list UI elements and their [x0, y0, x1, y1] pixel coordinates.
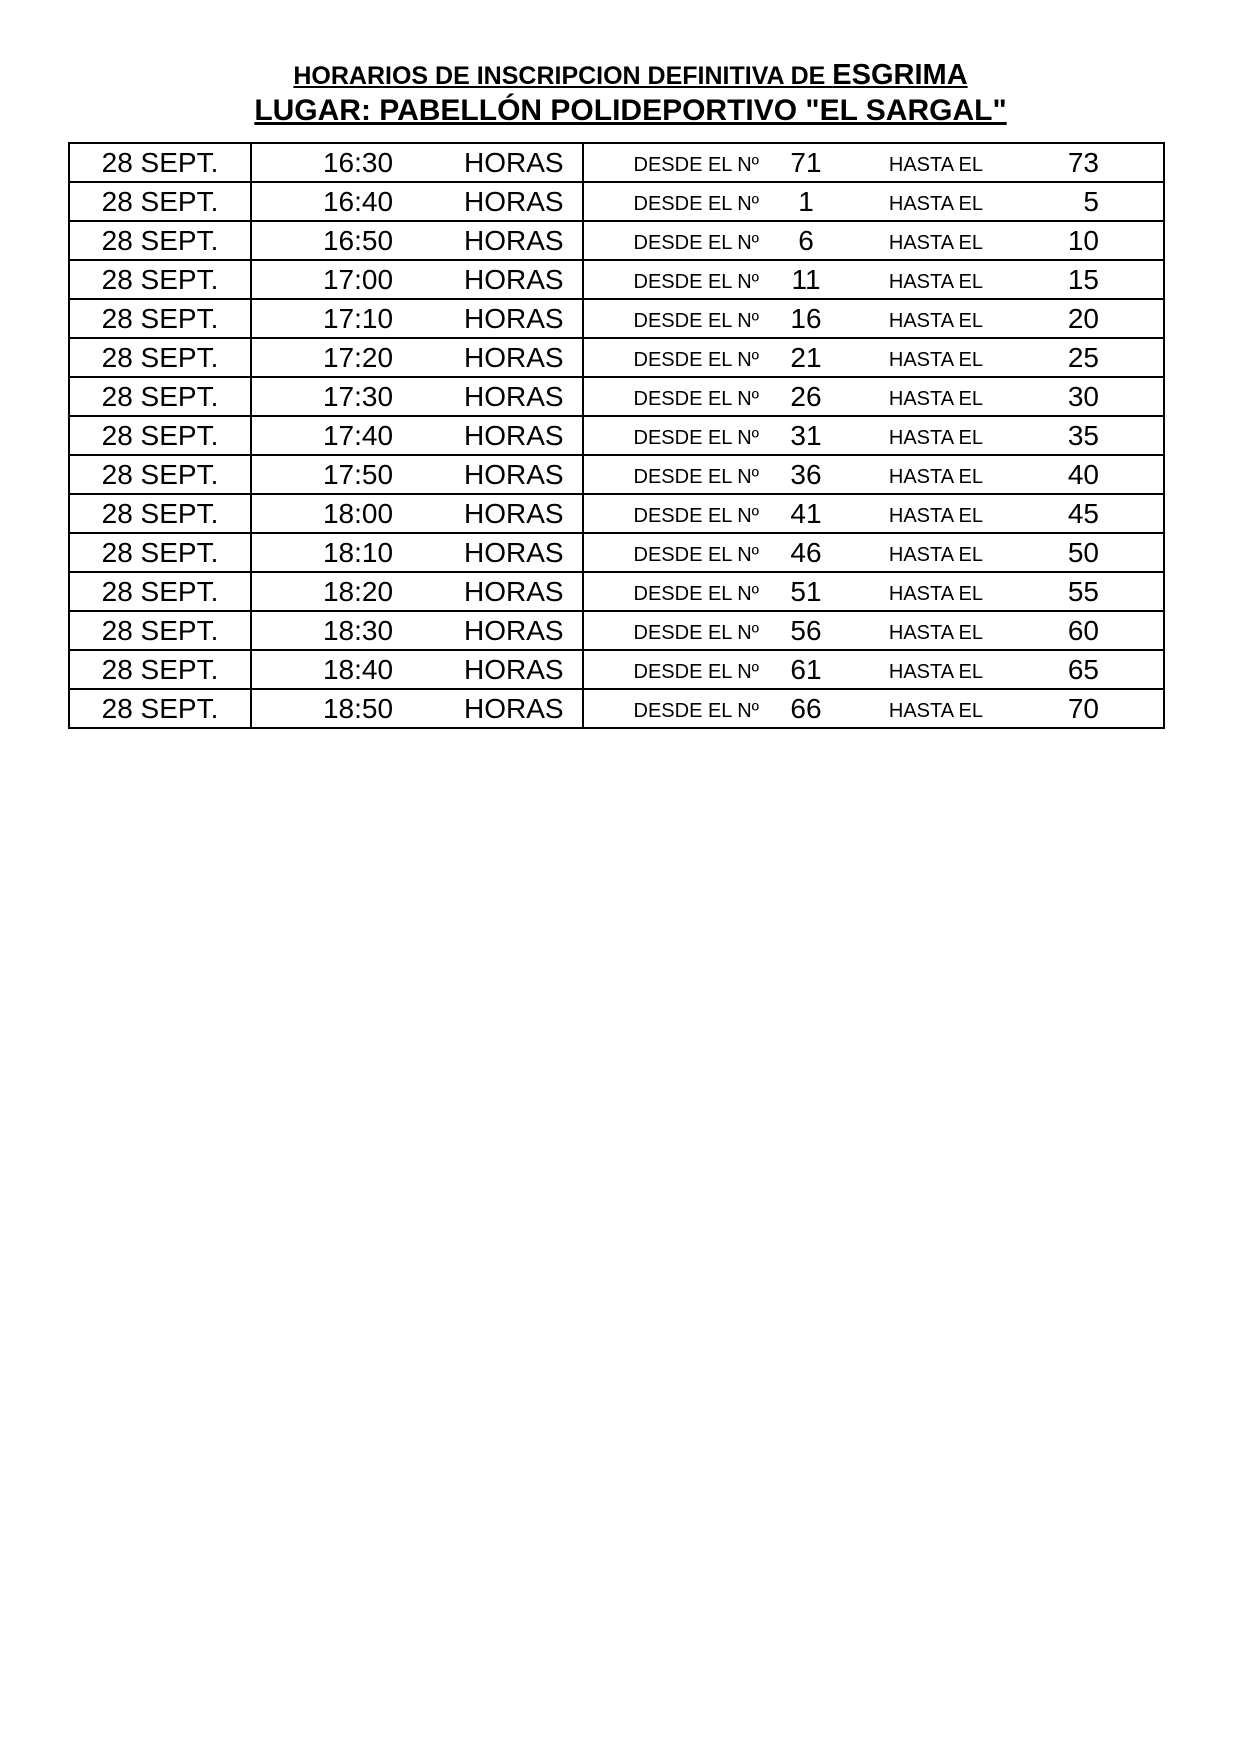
time-value: 17:30 [322, 380, 394, 412]
range-cell [583, 416, 1164, 455]
range-cell [583, 338, 1164, 377]
time-value: 17:00 [322, 263, 394, 295]
horas-label: HORAS [464, 497, 564, 529]
range-cell [583, 260, 1164, 299]
from-number: 16 [790, 302, 822, 334]
hasta-label: HASTA EL [888, 154, 983, 176]
to-number: 5 [1083, 185, 1099, 217]
from-number: 61 [790, 653, 822, 685]
to-number: 40 [1067, 458, 1099, 490]
desde-label: DESDE EL Nº [633, 154, 759, 176]
to-number: 25 [1067, 341, 1099, 373]
time-value: 18:20 [322, 575, 394, 607]
to-number: 60 [1067, 614, 1099, 646]
desde-label: DESDE EL Nº [633, 310, 759, 332]
time-cell [251, 533, 583, 572]
time-value: 18:30 [322, 614, 394, 646]
page-title [20, 58, 1241, 93]
to-number: 70 [1067, 692, 1099, 724]
horas-label: HORAS [464, 653, 564, 685]
date-cell: 28 SEPT. [69, 182, 251, 221]
time-value: 18:40 [322, 653, 394, 685]
from-number: 46 [790, 536, 822, 568]
range-cell [583, 689, 1164, 728]
range-cell [583, 611, 1164, 650]
time-cell [251, 650, 583, 689]
horas-label: HORAS [464, 614, 564, 646]
time-cell [251, 572, 583, 611]
date-cell: 28 SEPT. [69, 572, 251, 611]
desde-label: DESDE EL Nº [633, 232, 759, 254]
time-value: 18:00 [322, 497, 394, 529]
horas-label: HORAS [464, 302, 564, 334]
horas-label: HORAS [464, 341, 564, 373]
table-row [69, 416, 1164, 455]
date-cell: 28 SEPT. [69, 689, 251, 728]
desde-label: DESDE EL Nº [633, 193, 759, 215]
horas-label: HORAS [464, 575, 564, 607]
horas-label: HORAS [464, 419, 564, 451]
range-cell [583, 182, 1164, 221]
desde-label: DESDE EL Nº [633, 622, 759, 644]
hasta-label: HASTA EL [888, 505, 983, 527]
from-number: 1 [798, 185, 814, 217]
hasta-label: HASTA EL [888, 232, 983, 254]
schedule-table [68, 142, 1165, 729]
table-row [69, 182, 1164, 221]
time-cell [251, 689, 583, 728]
date-cell: 28 SEPT. [69, 416, 251, 455]
time-cell [251, 416, 583, 455]
desde-label: DESDE EL Nº [633, 349, 759, 371]
date-cell: 28 SEPT. [69, 260, 251, 299]
date-cell: 28 SEPT. [69, 455, 251, 494]
desde-label: DESDE EL Nº [633, 583, 759, 605]
time-value: 16:50 [322, 224, 394, 256]
table-row [69, 689, 1164, 728]
table-row [69, 455, 1164, 494]
table-row [69, 533, 1164, 572]
from-number: 56 [790, 614, 822, 646]
to-number: 20 [1067, 302, 1099, 334]
hasta-label: HASTA EL [888, 388, 983, 410]
horas-label: HORAS [464, 224, 564, 256]
from-number: 26 [790, 380, 822, 412]
to-number: 73 [1067, 146, 1099, 178]
date-cell: 28 SEPT. [69, 533, 251, 572]
table-row [69, 377, 1164, 416]
title-sport: ESGRIMA [832, 59, 968, 91]
from-number: 36 [790, 458, 822, 490]
hasta-label: HASTA EL [888, 544, 983, 566]
hasta-label: HASTA EL [888, 700, 983, 722]
range-cell [583, 494, 1164, 533]
time-cell [251, 260, 583, 299]
hasta-label: HASTA EL [888, 271, 983, 293]
from-number: 11 [791, 263, 821, 295]
date-cell: 28 SEPT. [69, 221, 251, 260]
horas-label: HORAS [464, 263, 564, 295]
time-value: 16:40 [322, 185, 394, 217]
time-cell [251, 221, 583, 260]
desde-label: DESDE EL Nº [633, 505, 759, 527]
to-number: 30 [1067, 380, 1099, 412]
horas-label: HORAS [464, 185, 564, 217]
time-cell [251, 338, 583, 377]
horas-label: HORAS [464, 536, 564, 568]
range-cell [583, 572, 1164, 611]
time-value: 17:10 [322, 302, 394, 334]
table-row [69, 260, 1164, 299]
time-value: 17:50 [322, 458, 394, 490]
desde-label: DESDE EL Nº [633, 700, 759, 722]
to-number: 50 [1067, 536, 1099, 568]
date-cell: 28 SEPT. [69, 611, 251, 650]
hasta-label: HASTA EL [888, 466, 983, 488]
range-cell [583, 221, 1164, 260]
table-row [69, 572, 1164, 611]
range-cell [583, 377, 1164, 416]
horas-label: HORAS [464, 692, 564, 724]
time-value: 17:20 [322, 341, 394, 373]
time-cell [251, 299, 583, 338]
time-value: 18:10 [322, 536, 394, 568]
from-number: 21 [790, 341, 822, 373]
hasta-label: HASTA EL [888, 310, 983, 332]
hasta-label: HASTA EL [888, 661, 983, 683]
table-row [69, 338, 1164, 377]
document-header [0, 58, 1241, 129]
desde-label: DESDE EL Nº [633, 544, 759, 566]
date-cell: 28 SEPT. [69, 650, 251, 689]
from-number: 71 [790, 146, 822, 178]
time-value: 18:50 [322, 692, 394, 724]
desde-label: DESDE EL Nº [633, 466, 759, 488]
to-number: 55 [1067, 575, 1099, 607]
time-cell [251, 377, 583, 416]
horas-label: HORAS [464, 458, 564, 490]
horas-label: HORAS [464, 380, 564, 412]
table-row [69, 299, 1164, 338]
time-cell [251, 455, 583, 494]
to-number: 45 [1067, 497, 1099, 529]
time-cell [251, 494, 583, 533]
time-value: 16:30 [322, 146, 394, 178]
page-subtitle: LUGAR: PABELLÓN POLIDEPORTIVO "EL SARGAL" [254, 94, 1007, 127]
from-number: 6 [798, 224, 814, 256]
to-number: 65 [1067, 653, 1099, 685]
range-cell [583, 143, 1164, 182]
table-row [69, 143, 1164, 182]
from-number: 51 [790, 575, 822, 607]
to-number: 10 [1067, 224, 1099, 256]
hasta-label: HASTA EL [888, 583, 983, 605]
desde-label: DESDE EL Nº [633, 388, 759, 410]
from-number: 66 [790, 692, 822, 724]
desde-label: DESDE EL Nº [633, 271, 759, 293]
hasta-label: HASTA EL [888, 427, 983, 449]
desde-label: DESDE EL Nº [633, 427, 759, 449]
hasta-label: HASTA EL [888, 349, 983, 371]
table-row [69, 611, 1164, 650]
desde-label: DESDE EL Nº [633, 661, 759, 683]
time-cell [251, 182, 583, 221]
date-cell: 28 SEPT. [69, 143, 251, 182]
date-cell: 28 SEPT. [69, 299, 251, 338]
to-number: 35 [1067, 419, 1099, 451]
from-number: 31 [790, 419, 822, 451]
time-cell [251, 611, 583, 650]
range-cell [583, 533, 1164, 572]
table-row [69, 494, 1164, 533]
table-row [69, 650, 1164, 689]
range-cell [583, 299, 1164, 338]
time-value: 17:40 [322, 419, 394, 451]
table-row [69, 221, 1164, 260]
title-text: HORARIOS DE INSCRIPCION DEFINITIVA DE [293, 62, 833, 90]
range-cell [583, 455, 1164, 494]
date-cell: 28 SEPT. [69, 338, 251, 377]
date-cell: 28 SEPT. [69, 494, 251, 533]
date-cell: 28 SEPT. [69, 377, 251, 416]
range-cell [583, 650, 1164, 689]
to-number: 15 [1067, 263, 1099, 295]
hasta-label: HASTA EL [888, 193, 983, 215]
time-cell [251, 143, 583, 182]
hasta-label: HASTA EL [888, 622, 983, 644]
schedule-table-body [69, 143, 1164, 728]
horas-label: HORAS [464, 146, 564, 178]
from-number: 41 [790, 497, 822, 529]
